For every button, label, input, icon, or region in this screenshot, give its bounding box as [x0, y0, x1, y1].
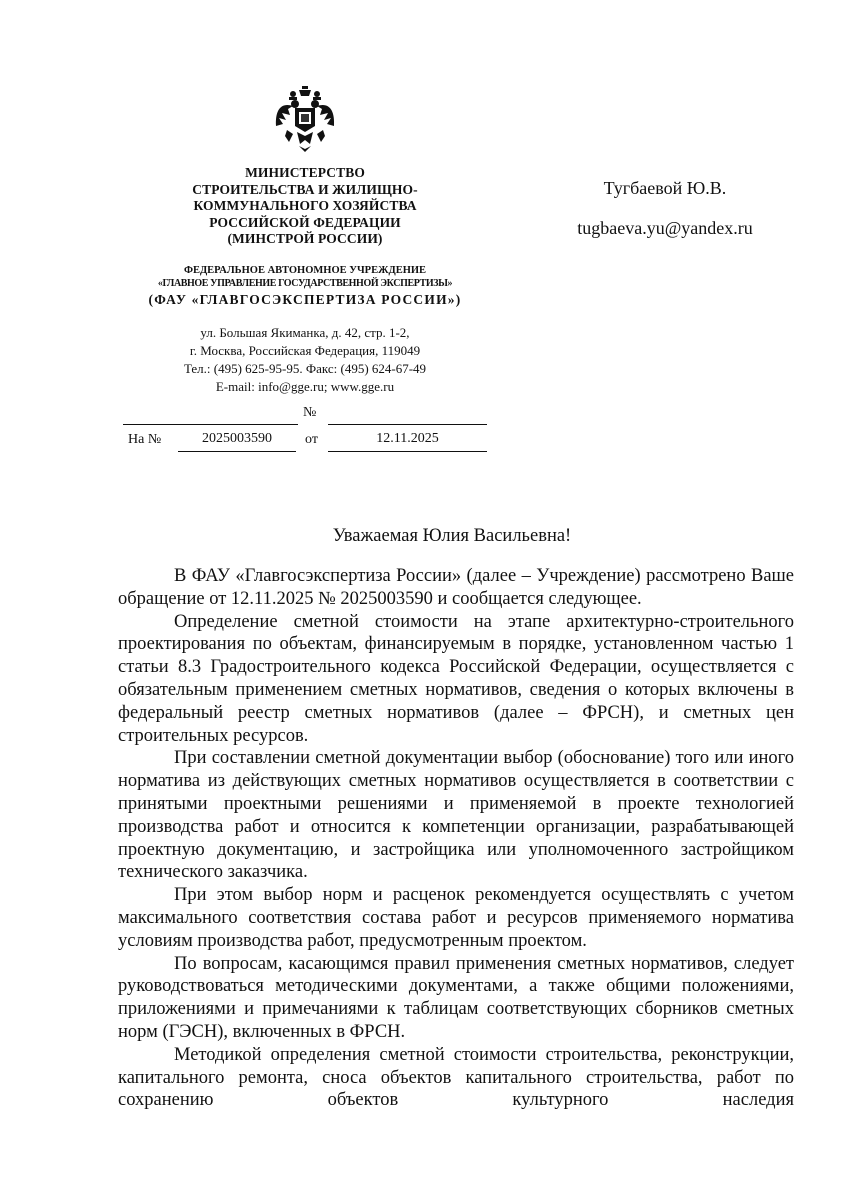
address-street: ул. Большая Якиманка, д. 42, стр. 1-2,: [200, 325, 410, 340]
ministry-line: МИНИСТЕРСТВО: [245, 165, 365, 180]
institution-line: ФЕДЕРАЛЬНОЕ АВТОНОМНОЕ УЧРЕЖДЕНИЕ: [183, 265, 427, 276]
salutation: Уважаемая Юлия Васильевна!: [332, 526, 572, 546]
outgoing-registration-row: [120, 405, 490, 427]
body-paragraph: По вопросам, касающимся правил применения сметных нормативов, следует руководствоваться методическими документами, а также общими положениями, приложениями и примечаниями к таблицам соответствующих сборников сметных норм (ГЭСН), включенных в ФРСН.: [118, 953, 794, 1042]
outgoing-number-field: [328, 405, 487, 425]
ministry-line: КОММУНАЛЬНОГО ХОЗЯЙСТВА: [193, 198, 417, 213]
recipient-email: tugbaeva.yu@yandex.ru: [577, 218, 753, 238]
ministry-line: СТРОИТЕЛЬСТВА И ЖИЛИЩНО-: [192, 181, 418, 197]
institution-line: «ГЛАВНОЕ УПРАВЛЕНИЕ ГОСУДАРСТВЕННОЙ ЭКСПЕРТИЗЫ»: [157, 278, 453, 289]
recipient-name: Тугбаевой Ю.В.: [603, 178, 727, 198]
reply-registration-row: [120, 430, 490, 454]
reply-to-label: На №: [128, 432, 162, 447]
reply-to-date: 12.11.2025: [328, 430, 487, 452]
recipient-block: [555, 176, 775, 240]
ministry-line: (МИНСТРОЙ РОССИИ): [227, 231, 383, 246]
address-email: E-mail: info@gge.ru; www.gge.ru: [215, 379, 395, 394]
body-paragraph: При составлении сметной документации выбор (обоснование) того или иного норматива из действующих сметных нормативов осуществляется в соответствии с принятыми проектными решениями и применяемой в проекте технологией производства работ и относится к компетенции организации, разрабатывающей проектную документацию, и застройщика или уполномоченного застройщиком технического заказчика.: [118, 748, 794, 883]
reply-to-number: 2025003590: [178, 430, 296, 452]
number-sign-label: №: [303, 405, 317, 420]
address-phone: Тел.: (495) 625-95-95. Факс: (495) 624-67-49: [183, 361, 427, 376]
from-label: от: [305, 432, 318, 447]
institution-short-name: (ФАУ «ГЛАВГОСЭКСПЕРТИЗА РОССИИ»): [148, 292, 462, 307]
ministry-line: РОССИЙСКОЙ ФЕДЕРАЦИИ: [209, 214, 401, 230]
address-city: г. Москва, Российская Федерация, 119049: [189, 343, 421, 358]
body-paragraph: При этом выбор норм и расценок рекомендуется осуществлять с учетом максимального соответствия состава работ и ресурсов применяемого норматива условиям производства работ, предусмотренным проектом.: [118, 885, 794, 951]
address-block: [150, 324, 460, 396]
institution-name-block: [110, 264, 500, 308]
body-paragraph: В ФАУ «Главгосэкспертиза России» (далее – Учреждение) рассмотрено Ваше обращение от 12.11.2025 № 2025003590 и сообщается следующее.: [118, 566, 794, 609]
outgoing-date-field: [123, 405, 298, 425]
russian-coat-of-arms-icon: [273, 84, 337, 154]
body-paragraph: Методикой определения сметной стоимости строительства, реконструкции, капитального ремонта, сноса объектов капитального строительства, работ по сохранению объектов культурного наследия: [118, 1044, 794, 1111]
ministry-name-block: [150, 165, 460, 248]
body-paragraph: Определение сметной стоимости на этапе архитектурно-строительного проектирования по объектам, финансируемым в порядке, установленном частью 1 статьи 8.3 Градостроительного кодекса Российской Федерации, осуществляется с обязательным применением сметных нормативов, сведения о которых включены в федеральный реестр сметных нормативов (далее – ФРСН), и сметных цен строительных ресурсов.: [118, 611, 794, 746]
letter-body: [118, 565, 794, 1112]
